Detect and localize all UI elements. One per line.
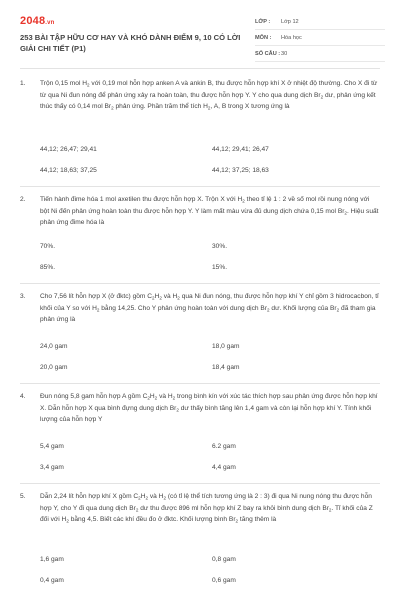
meta-row-subject (255, 30, 385, 46)
option-5b[interactable]: 0,8 gam (212, 556, 236, 563)
question-text: Trộn 0,15 mol $H_2$ với 0,19 mol hỗn hợp anken A và ankin B, thu được hỗn hợp khí X ở nhiệt độ thường. Cho X đi từ từ qua Ni đun nóng để phản ứng xảy ra hoàn toàn, thu được hỗn hợp Y. Y cho qua dung dịch $Br_2$ dư, phản ứng kết thúc thấy có 0,14 mol $Br_2$ phản ứng. Phần trăm thể tích $H_2$, A, B trong X tương ứng là (40, 80, 378, 111)
question-4 (20, 391, 380, 426)
option-3b[interactable]: 18,0 gam (212, 343, 240, 350)
question-divider (20, 186, 380, 187)
option-4a[interactable]: 5,4 gam (40, 443, 64, 450)
logo-suffix: .vn (45, 20, 55, 26)
meta-value: Hóa học (281, 34, 302, 41)
question-text: Dẫn 2,24 lít hỗn hợp khí X gồm $C_2H_2$ và $H_2$ (có tỉ lệ thể tích tương ứng là 2 : 3) đi qua Ni nung nóng thu được hỗn hợp Y, cho Y đi qua dung dịch $Br_2$ dư thu được 896 ml hỗn hợp khí Z bay ra khỏi bình dung dịch $Br_2$. Tỉ khối của Z đối với $H_2$ bằng 4,5. Biết các khí đều đo ở đktc. Khối lượng bình $Br_2$ tăng thêm là (40, 493, 373, 524)
option-2c[interactable]: 85%. (40, 264, 56, 271)
question-text: Đun nóng 5,8 gam hỗn hợp A gồm $C_2H_2$ và $H_2$ trong bình kín với xúc tác thích hợp sau phản ứng được hỗn hợp khí X. Dẫn hỗn hợp X qua bình đựng dung dịch $Br_2$ dư thấy bình tăng lên 1,4 gam và còn lại hỗn hợp khí Y. Tính khối lượng của hỗn hợp Y (40, 393, 378, 424)
header-divider (20, 68, 380, 69)
logo-main: 2048 (20, 15, 46, 27)
option-4b[interactable]: 6.2 gam (212, 443, 236, 450)
question-number: 4. (20, 393, 26, 400)
meta-key: MÔN : (255, 34, 272, 41)
document-title: 253 BÀI TẬP HỮU CƠ HAY VÀ KHÓ DÀNH ĐIỂM 9, 10 CÓ LỜI GIẢI CHI TIẾT (P1) (20, 33, 241, 53)
question-divider (20, 383, 380, 384)
option-5a[interactable]: 1,6 gam (40, 556, 64, 563)
document-meta (255, 14, 385, 62)
option-2a[interactable]: 70%. (40, 243, 56, 250)
option-2b[interactable]: 30%. (212, 243, 228, 250)
site-logo[interactable] (20, 15, 55, 27)
option-3d[interactable]: 18,4 gam (212, 364, 240, 371)
question-number: 3. (20, 293, 26, 300)
option-5c[interactable]: 0,4 gam (40, 577, 64, 584)
meta-key: LỚP : (255, 18, 271, 25)
option-3c[interactable]: 20,0 gam (40, 364, 68, 371)
option-1d[interactable]: 44,12; 37,25; 18,63 (212, 167, 269, 174)
question-number: 5. (20, 493, 26, 500)
question-text: Cho 7,56 lít hỗn hợp X (ở đktc) gồm $C_2H_2$ và $H_2$ qua Ni đun nóng, thu được hỗn hợp khí Y chỉ gồm 3 hidrocacbon, tỉ khối của Y so với $H_2$ bằng 14,25. Cho Y phản ứng hoàn toàn với dung dịch $Br_2$ dư. Khối lượng của $Br_2$ đã tham gia phản ứng là (40, 293, 379, 324)
meta-row-count (255, 46, 385, 62)
option-2d[interactable]: 15%. (212, 264, 228, 271)
option-1a[interactable]: 44,12; 26,47; 29,41 (40, 146, 97, 153)
option-4d[interactable]: 4,4 gam (212, 464, 236, 471)
option-1c[interactable]: 44,12; 18,63; 37,25 (40, 167, 97, 174)
question-text: Tiến hành đime hóa 1 mol axetilen thu được hỗn hợp X. Trộn X với $H_2$ theo tỉ lệ 1 : 2 về số mol rồi nung nóng với bột Ni đến phản ứng hoàn toàn thu được hỗn hợp Y. Y làm mất màu vừa đủ dung dịch chứa 0,15 mol $Br_2$. Hiệu suất phản ứng đime hóa là (40, 196, 379, 227)
question-2 (20, 194, 380, 229)
option-3a[interactable]: 24,0 gam (40, 343, 68, 350)
question-number: 1. (20, 80, 26, 87)
option-5d[interactable]: 0,6 gam (212, 577, 236, 584)
question-5 (20, 491, 380, 526)
question-number: 2. (20, 196, 26, 203)
meta-value: 30 (281, 50, 288, 57)
option-1b[interactable]: 44,12; 29,41; 26,47 (212, 146, 269, 153)
question-3 (20, 291, 380, 326)
meta-row-class (255, 14, 385, 30)
meta-key: SỐ CÂU : (255, 50, 281, 57)
question-divider (20, 483, 380, 484)
option-4c[interactable]: 3,4 gam (40, 464, 64, 471)
question-1 (20, 78, 380, 113)
question-divider (20, 283, 380, 284)
meta-value: Lớp 12 (281, 18, 299, 25)
